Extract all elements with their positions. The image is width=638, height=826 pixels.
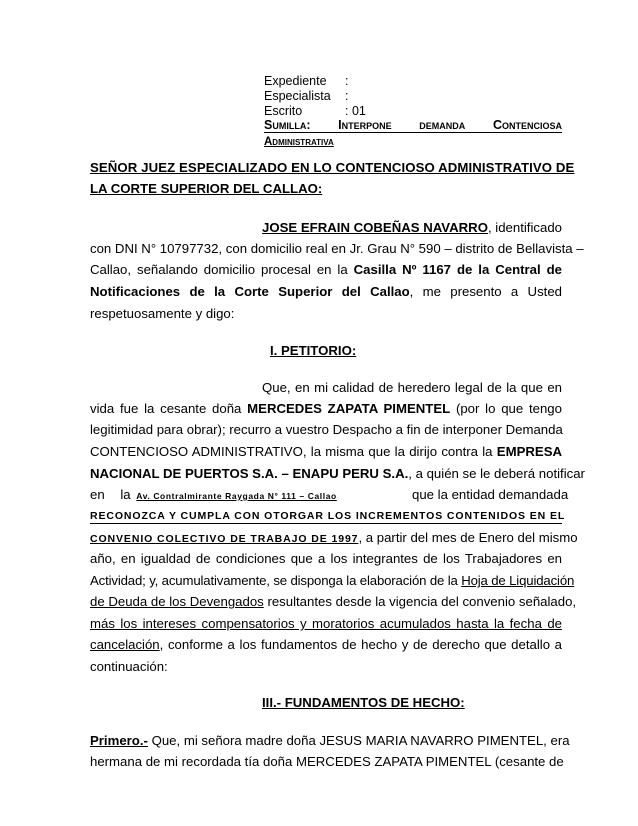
intro-line-5: respetuosamente y digo:	[90, 306, 235, 321]
petitorio-line-6-a: en la	[90, 487, 131, 502]
intro-line-3-a: Callao, señalando domicilio procesal en la	[90, 262, 348, 277]
intro-line-1-rest: , identificado	[487, 220, 562, 235]
expediente-value: :	[345, 74, 349, 88]
fundamentos-line-1-b: Que, mi señora madre doña JESUS MARIA NAVARRO PIMENTEL, era	[151, 733, 570, 748]
petitorio-line-2-a: vida fue la cesante doña	[90, 401, 242, 416]
petitorio-line-6-c: que la entidad demandada	[412, 487, 569, 502]
petitorio-line-4-a: CONTENCIOSO ADMINISTRATIVO, la misma que la dirijo contra la	[90, 444, 493, 459]
plaintiff-name: JOSE EFRAIN COBEÑAS NAVARRO	[262, 220, 488, 235]
petitorio-line-14: continuación:	[90, 659, 168, 674]
intro-line-4-b: , me presento a Usted	[409, 284, 562, 299]
petitorio-line-7: RECONOZCA Y CUMPLA CON OTORGAR LOS INCREMENTOS CONTENIDOS EN EL	[90, 510, 566, 522]
convenio-text: CONVENIO COLECTIVO DE TRABAJO DE 1997	[90, 533, 359, 545]
especialista-value: :	[345, 89, 349, 103]
primero-label: Primero.-	[90, 733, 148, 748]
expediente-label: Expediente	[264, 74, 327, 88]
petitorio-line-8	[90, 528, 578, 549]
petitorio-title: I. PETITORIO:	[270, 343, 357, 358]
petitorio-line-5-b: , a quién se le deberá notificar	[408, 466, 585, 481]
petitorio-line-5	[90, 464, 585, 484]
intro-line-4-a: Notificaciones de la Corte Superior del Callao	[90, 284, 410, 299]
petitorio-line-2-b: MERCEDES ZAPATA PIMENTEL	[247, 401, 451, 416]
petitorio-line-10	[90, 571, 575, 591]
petitorio-line-10-a: Actividad; y, acumulativamente, se disponga la elaboración de la	[90, 573, 458, 588]
cancelacion-text: cancelación	[90, 637, 160, 652]
petitorio-line-2	[90, 399, 562, 419]
intro-line-4	[90, 282, 562, 302]
especialista-label: Especialista	[264, 89, 331, 103]
intro-line-2: con DNI N° 10797732, con domicilio real en Jr. Grau N° 590 – distrito de Bellavista –	[90, 241, 584, 256]
petitorio-line-9: año, en igualdad de condiciones que a los integrantes de los Trabajadores en	[90, 551, 562, 566]
petitorio-line-12: más los intereses compensatorios y moratorios acumulados hasta la fecha de	[90, 616, 562, 631]
escrito-label: Escrito	[264, 104, 303, 118]
petitorio-line-4-b: EMPRESA	[496, 444, 563, 459]
intro-line-1	[262, 218, 562, 238]
petitorio-line-3: legitimidad para obrar); recurro a vuestro Despacho a fin de interponer Demanda	[90, 422, 563, 437]
hoja-liquidacion-text: Hoja de Liquidación	[461, 573, 575, 588]
sumilla-word-3: Contenciosa	[492, 118, 562, 132]
petitorio-line-13-b: , conforme a los fundamentos de hecho y de derecho que detallo a	[159, 637, 562, 652]
addressee-line-2: LA CORTE SUPERIOR DEL CALLAO:	[90, 181, 323, 196]
intro-line-3	[90, 260, 562, 280]
petitorio-line-4	[90, 442, 562, 462]
petitorio-line-6	[90, 485, 569, 506]
petitorio-line-8-b: , a partir del mes de Enero del mismo	[358, 530, 578, 545]
petitorio-line-11	[90, 592, 577, 612]
deuda-devengados-text: de Deuda de los Devengados	[90, 594, 264, 609]
sumilla-line	[264, 118, 562, 133]
petitorio-line-1: Que, en mi calidad de heredero legal de la que en	[262, 380, 562, 395]
address-text: Av. Contralmirante Raygada N° 111 – Callao	[136, 491, 337, 501]
escrito-value: : 01	[345, 104, 366, 118]
petitorio-line-5-a: NACIONAL DE PUERTOS S.A. – ENAPU PERU S.A.	[90, 466, 409, 481]
intro-line-3-b: Casilla Nº 1167 de la Central de	[353, 262, 562, 277]
addressee-line-1: SEÑOR JUEZ ESPECIALIZADO EN LO CONTENCIOSO ADMINISTRATIVO DE	[90, 160, 575, 175]
fundamentos-line-1	[90, 731, 570, 751]
petitorio-line-2-c: (por lo que tengo	[455, 401, 562, 416]
sumilla-word-2: demanda	[419, 118, 466, 132]
petitorio-line-11-b: resultantes desde la vigencia del convenio señalado,	[267, 594, 577, 609]
sumilla-word-1: Interpone	[338, 118, 392, 132]
fundamentos-title: III.- FUNDAMENTOS DE HECHO:	[262, 695, 465, 710]
underline-rule	[90, 523, 562, 524]
sumilla-label: Sumilla:	[264, 118, 311, 132]
fundamentos-line-2: hermana de mi recordada tía doña MERCEDES ZAPATA PIMENTEL (cesante de	[90, 754, 564, 769]
petitorio-line-13	[90, 635, 562, 655]
sumilla-word-4: Administrativa	[264, 136, 334, 148]
